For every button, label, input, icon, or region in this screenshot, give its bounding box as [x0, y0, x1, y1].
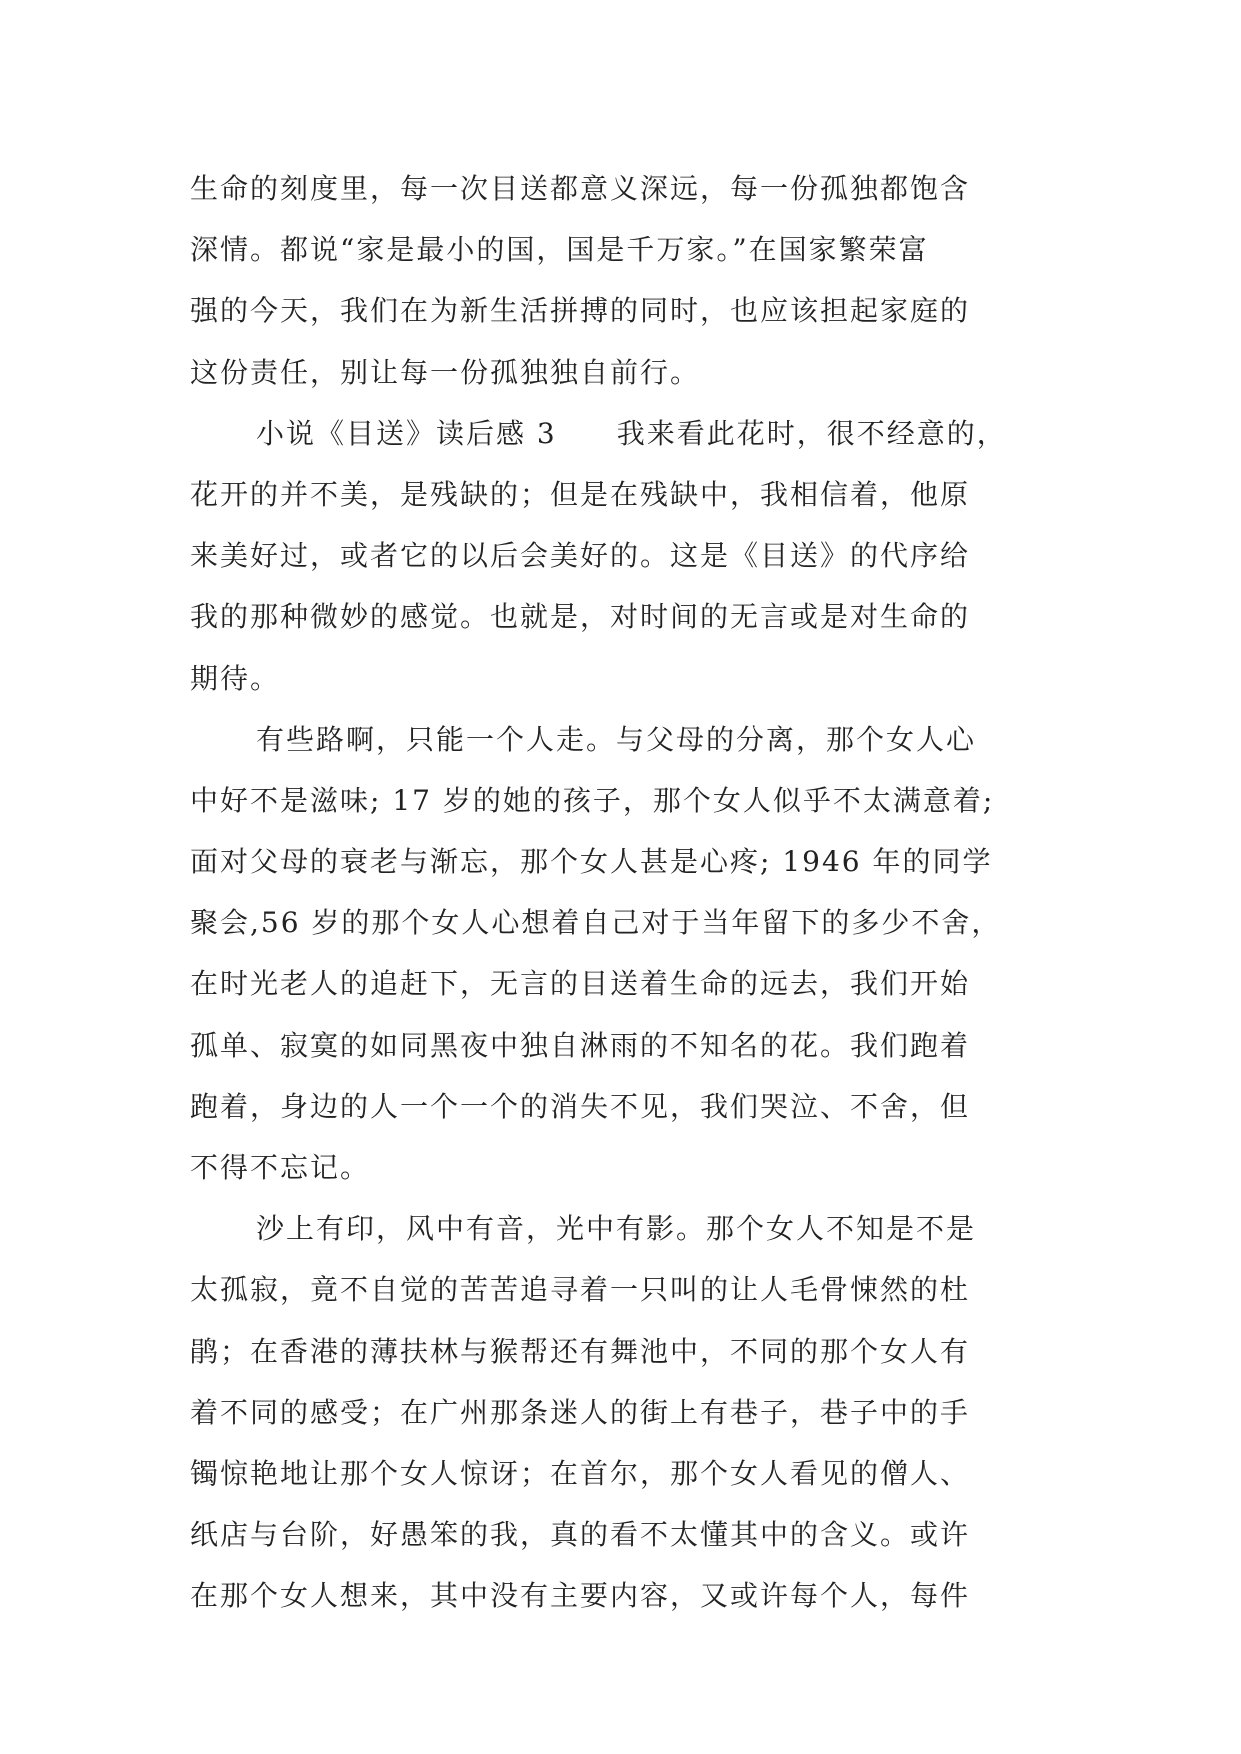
text-line: 深情。都说“家是最小的国，国是千万家。”在国家繁荣富 — [190, 233, 929, 267]
section-heading-line: 小说《目送》读后感 3 我来看此花时，很不经意的， — [256, 416, 1007, 450]
text-line: 着不同的感受；在广州那条迷人的街上有巷子，巷子中的手 — [190, 1395, 971, 1429]
text-line: 中好不是滋味; 17 岁的她的孩子，那个女人似乎不太满意着; — [190, 783, 995, 817]
paragraph-start-line: 沙上有印，风中有音，光中有影。那个女人不知是不是 — [256, 1212, 977, 1246]
text-line: 不得不忘记。 — [190, 1151, 371, 1184]
text-line: 来美好过，或者它的以后会美好的。这是《目送》的代序给 — [190, 539, 971, 573]
text-line: 强的今天，我们在为新生活拼搏的同时，也应该担起家庭的 — [190, 294, 971, 328]
text-line: 这份责任，别让每一份孤独独自前行。 — [190, 355, 701, 389]
paragraph-start-line: 有些路啊，只能一个人走。与父母的分离，那个女人心 — [256, 722, 977, 756]
text-line: 镯惊艳地让那个女人惊讶；在首尔，那个女人看见的僧人、 — [190, 1456, 971, 1490]
text-line: 太孤寂，竟不自觉的苦苦追寻着一只叫的让人毛骨悚然的杜 — [190, 1273, 971, 1307]
text-line: 我的那种微妙的感觉。也就是，对时间的无言或是对生命的 — [190, 600, 971, 634]
text-line: 面对父母的衰老与渐忘，那个女人甚是心疼; 1946 年的同学 — [190, 845, 993, 879]
text-line: 在时光老人的追赶下，无言的目送着生命的远去，我们开始 — [190, 967, 971, 1001]
text-line: 鹃；在香港的薄扶林与猴帮还有舞池中，不同的那个女人有 — [190, 1334, 971, 1368]
text-line: 期待。 — [190, 661, 281, 695]
text-line: 纸店与台阶，好愚笨的我，真的看不太懂其中的含义。或许 — [190, 1518, 971, 1552]
text-line: 花开的并不美，是残缺的；但是在残缺中，我相信着，他原 — [190, 477, 971, 511]
text-line: 孤单、寂寞的如同黑夜中独自淋雨的不知名的花。我们跑着 — [190, 1028, 971, 1062]
text-line: 生命的刻度里，每一次目送都意义深远，每一份孤独都饱含 — [190, 172, 971, 205]
body-text — [190, 158, 1050, 1627]
text-line: 在那个女人想来，其中没有主要内容，又或许每个人，每件 — [190, 1579, 971, 1613]
text-line: 聚会,56 岁的那个女人心想着自己对于当年留下的多少不舍， — [190, 906, 1002, 940]
text-line: 跑着，身边的人一个一个的消失不见，我们哭泣、不舍，但 — [190, 1089, 971, 1123]
